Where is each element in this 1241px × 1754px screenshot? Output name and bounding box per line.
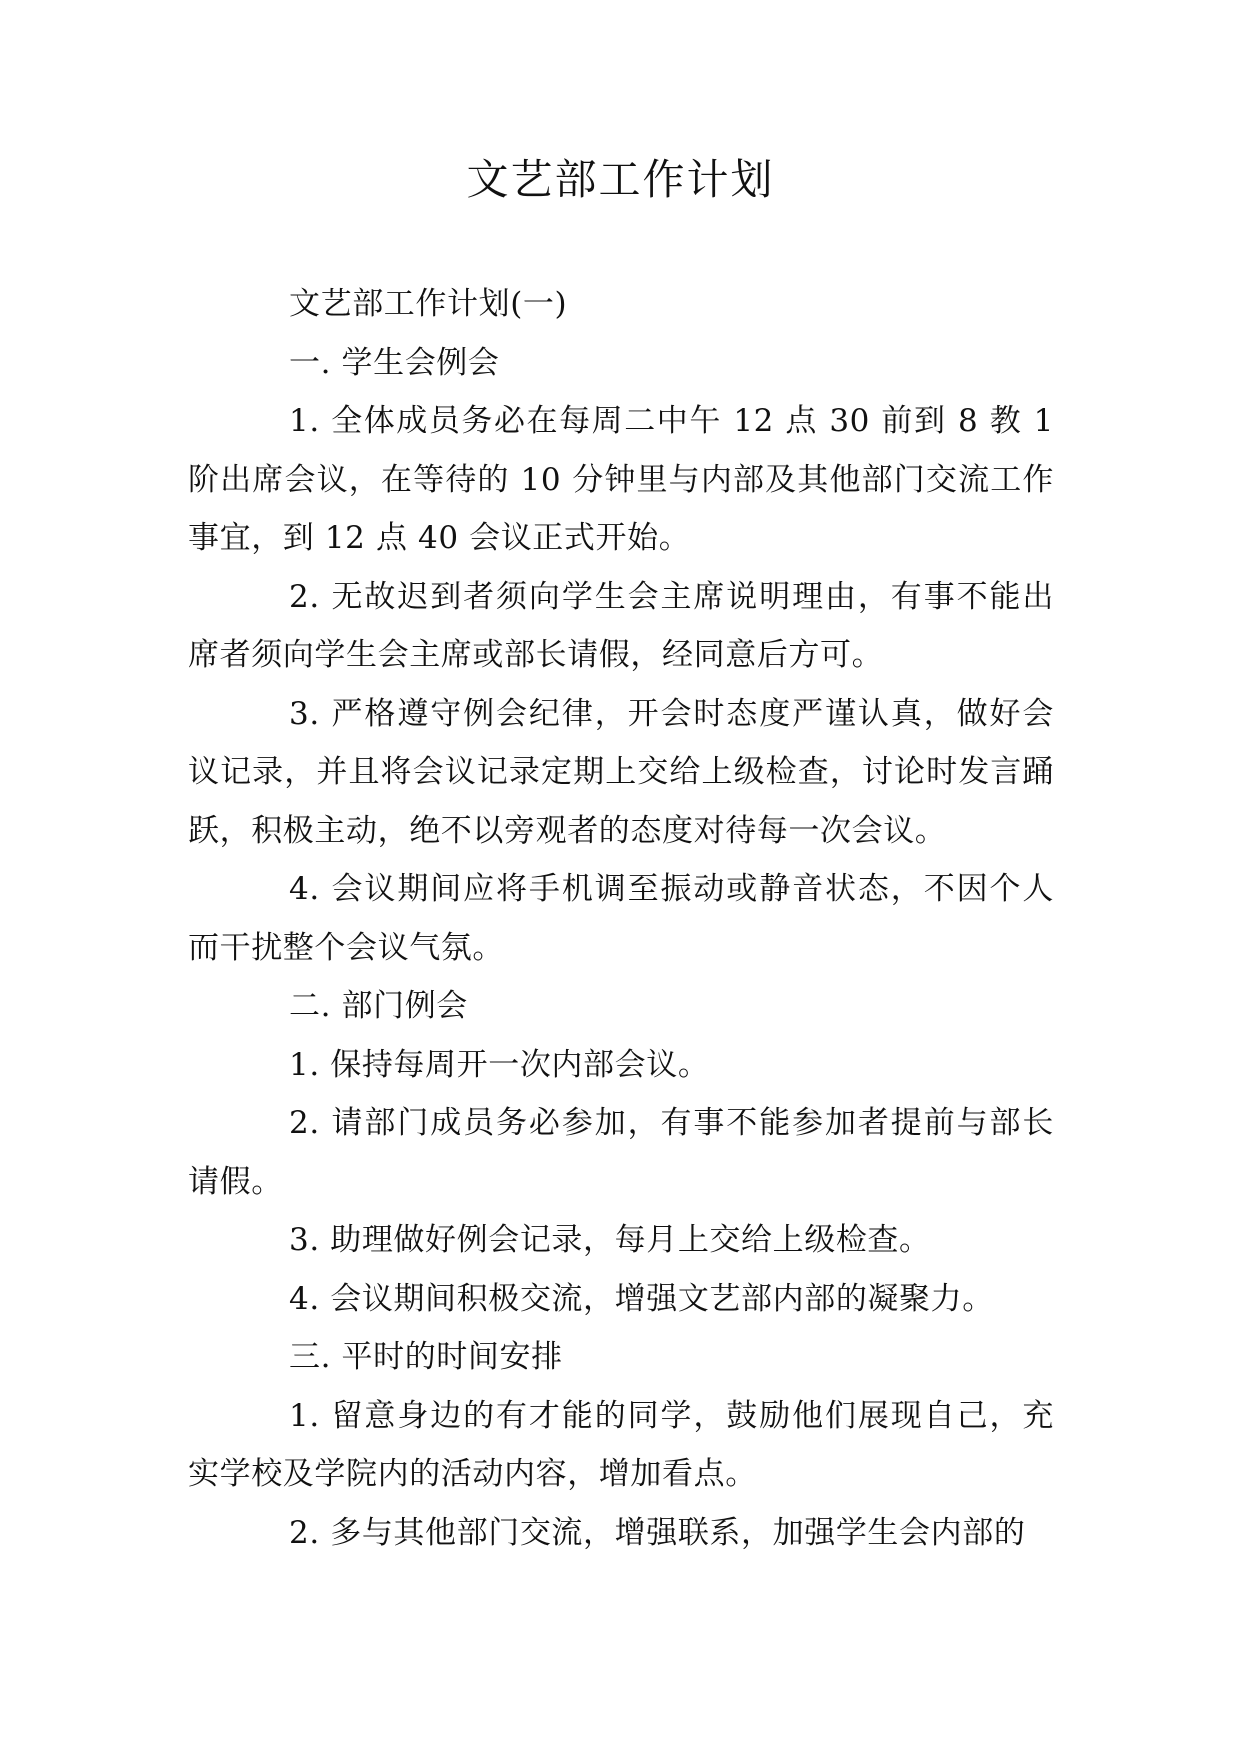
section-heading: 文艺部工作计划(一) <box>289 286 568 322</box>
document-title: 文艺部工作计划 <box>466 155 775 204</box>
paragraph: 2. 无故迟到者须向学生会主席说明理由，有事不能出席者须向学生会主席或部长请假，经同意后方可。 <box>188 578 1054 673</box>
paragraph: 4. 会议期间应将手机调至振动或静音状态，不因个人而干扰整个会议气氛。 <box>188 871 1054 966</box>
paragraph: 3. 助理做好例会记录，每月上交给上级检查。 <box>289 1222 931 1258</box>
paragraph: 2. 多与其他部门交流，增强联系，加强学生会内部的 <box>289 1514 1026 1551</box>
document-body <box>188 275 1054 1562</box>
paragraph: 1. 留意身边的有才能的同学，鼓励他们展现自己，充实学校及学院内的活动内容，增加看点。 <box>188 1397 1054 1492</box>
paragraph: 2. 请部门成员务必参加，有事不能参加者提前与部长请假。 <box>188 1105 1054 1200</box>
section-heading: 二. 部门例会 <box>289 988 468 1024</box>
paragraph: 1. 保持每周开一次内部会议。 <box>289 1046 710 1083</box>
section-heading: 一. 学生会例会 <box>289 344 500 381</box>
paragraph: 3. 严格遵守例会纪律，开会时态度严谨认真，做好会议记录，并且将会议记录定期上交给上级检查，讨论时发言踊跃，积极主动，绝不以旁观者的态度对待每一次会议。 <box>188 695 1054 849</box>
section-heading: 三. 平时的时间安排 <box>289 1339 563 1375</box>
paragraph: 4. 会议期间积极交流，增强文艺部内部的凝聚力。 <box>289 1280 994 1317</box>
paragraph: 1. 全体成员务必在每周二中午 12 点 30 前到 8 教 1 阶出席会议，在等待的 10 分钟里与内部及其他部门交流工作事宜，到 12 点 40 会议正式开始。 <box>188 403 1054 556</box>
